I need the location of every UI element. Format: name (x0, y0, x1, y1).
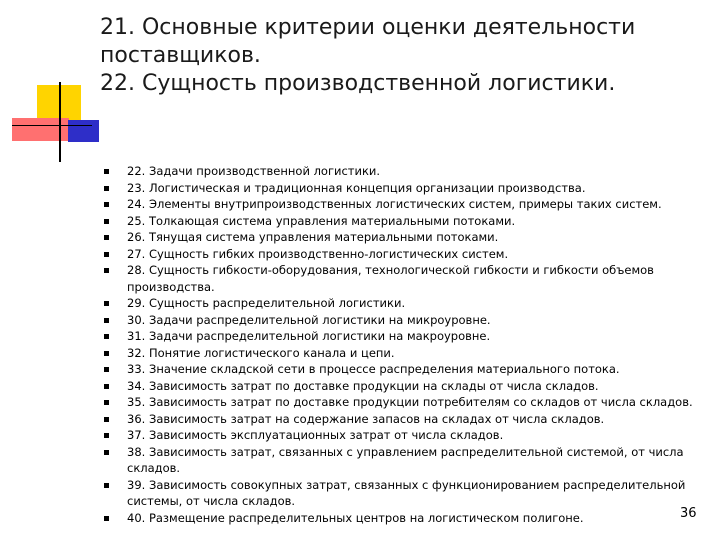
list-item-text: 38. Зависимость затрат, связанных с управлением распределительной системой, от числа складов. (127, 444, 684, 475)
list-item (104, 378, 704, 395)
list-item-text: 25. Толкающая система управления материальными потоками. (127, 213, 516, 228)
list-item-text: 33. Значение складской сети в процессе распределения материального потока. (127, 362, 620, 376)
title-line: 22. Сущность производственной логистики. (100, 71, 616, 96)
list-item (104, 510, 704, 527)
decor-horizontal-line (12, 125, 92, 126)
bullet-icon (104, 301, 109, 306)
slide-title (100, 14, 700, 98)
list-item (104, 361, 704, 378)
bullet-icon (104, 334, 109, 339)
list-item-text: 22. Задачи производственной логистики. (127, 164, 381, 178)
list-item-text: 34. Зависимость затрат по доставке продукции на склады от числа складов. (127, 378, 599, 393)
list-item-text: 26. Тянущая система управления материальными потоками. (127, 230, 499, 244)
list-item (104, 196, 704, 213)
title-line: поставщиков. (100, 43, 261, 68)
bullet-icon (104, 202, 109, 207)
list-item (104, 444, 704, 477)
list-item (104, 411, 704, 428)
title-line: 21. Основные критерии оценки деятельности (100, 15, 636, 40)
list-item-text: 24. Элементы внутрипроизводственных логистических систем, примеры таких систем. (127, 197, 662, 211)
list-item (104, 345, 704, 362)
decor-blue-square (68, 120, 99, 142)
bullet-icon (104, 252, 109, 257)
bullet-icon (104, 450, 109, 455)
list-item (104, 477, 704, 510)
bullet-icon (104, 219, 109, 224)
bullet-icon (104, 384, 109, 389)
list-item (104, 295, 704, 312)
list-item-text: 27. Сущность гибких производственно-логистических систем. (127, 246, 509, 261)
list-item (104, 312, 704, 329)
bullet-icon (104, 400, 109, 405)
list-item (104, 246, 704, 263)
list-item (104, 180, 704, 197)
bullet-icon (104, 169, 109, 174)
list-item (104, 229, 704, 246)
list-item (104, 427, 704, 444)
list-item (104, 262, 704, 295)
bullet-icon (104, 516, 109, 521)
bullet-icon (104, 433, 109, 438)
bullet-icon (104, 235, 109, 240)
question-list (104, 163, 704, 526)
list-item-text: 35. Зависимость затрат по доставке продукции потребителям со складов от числа складов. (127, 395, 693, 409)
list-item-text: 30. Задачи распределительной логистики на микроуровне. (127, 312, 491, 327)
list-item (104, 394, 704, 411)
list-item-text: 36. Зависимость затрат на содержание запасов на складах от числа складов. (127, 411, 605, 426)
bullet-icon (104, 367, 109, 372)
list-item (104, 213, 704, 230)
decor-vertical-line (59, 82, 61, 162)
bullet-icon (104, 483, 109, 488)
list-item-text: 37. Зависимость эксплуатационных затрат от числа складов. (127, 428, 504, 442)
page-number: 36 (680, 506, 697, 521)
list-item-text: 40. Размещение распределительных центров на логистическом полигоне. (127, 510, 584, 525)
list-item-text: 31. Задачи распределительной логистики на макроуровне. (127, 329, 491, 343)
bullet-icon (104, 417, 109, 422)
bullet-icon (104, 186, 109, 191)
list-item-text: 39. Зависимость совокупных затрат, связанных с функционированием распределительной системы, от числа складов. (127, 477, 686, 508)
bullet-icon (104, 268, 109, 273)
list-item-text: 28. Сущность гибкости-оборудования, технологической гибкости и гибкости объемов производства. (127, 263, 654, 294)
bullet-icon (104, 351, 109, 356)
list-item-text: 32. Понятие логистического канала и цепи. (127, 345, 395, 360)
bullet-icon (104, 318, 109, 323)
list-item-text: 23. Логистическая и традиционная концепция организации производства. (127, 180, 586, 195)
list-item (104, 328, 704, 345)
list-item-text: 29. Сущность распределительной логистики. (127, 296, 406, 310)
list-item (104, 163, 704, 180)
